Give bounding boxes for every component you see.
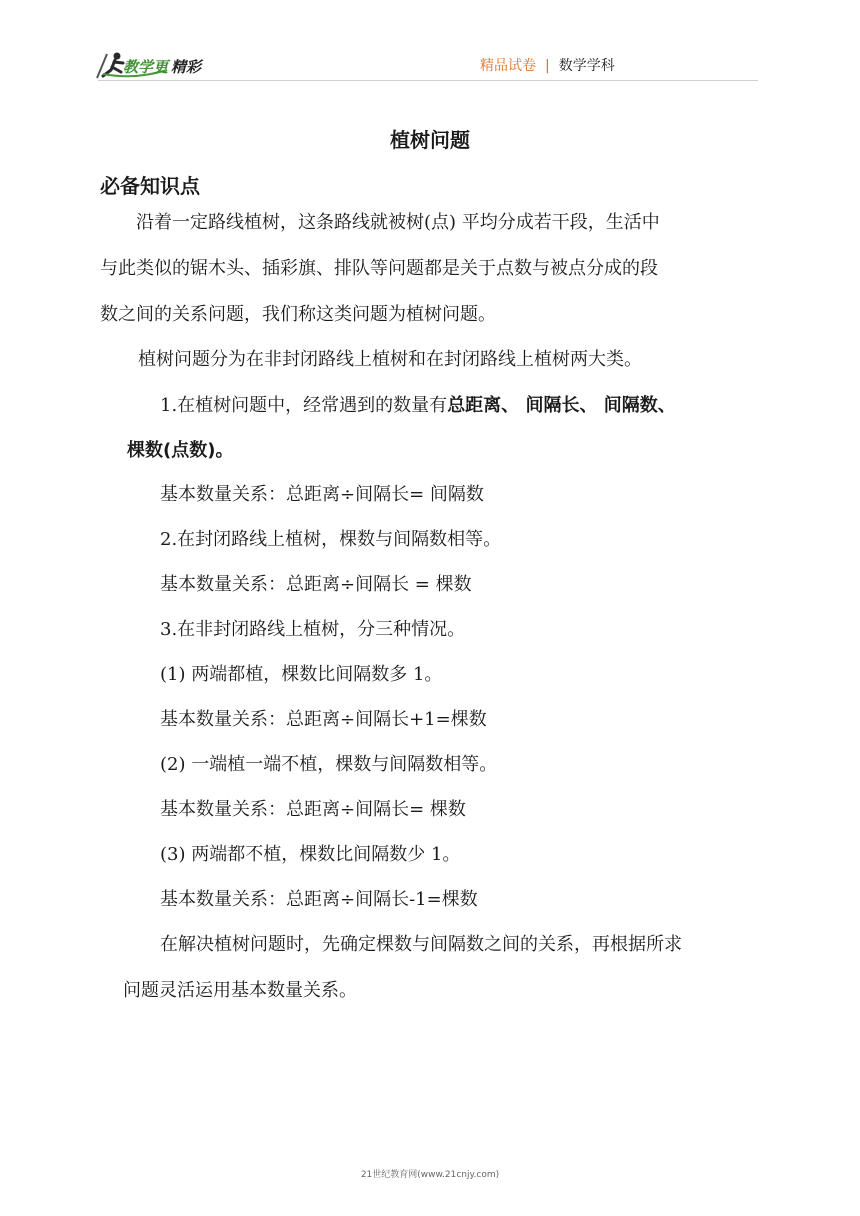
page-header — [0, 0, 860, 100]
paragraph-line: 问题灵活运用基本数量关系。 — [123, 980, 357, 1001]
header-tags — [480, 55, 615, 75]
case-line: (1) 两端都植，棵数比间隔数多 1。 — [160, 664, 443, 685]
paragraph-line: 与此类似的锯木头、插彩旗、排队等问题都是关于点数与被点分成的段 — [100, 258, 658, 279]
list-item-2: 2.在封闭路线上植树，棵数与间隔数相等。 — [160, 529, 502, 550]
list-item-1-continuation: 棵数(点数)。 — [127, 440, 234, 461]
page-title: 植树问题 — [390, 128, 470, 152]
list-item-1-prefix: 1.在植树问题中，经常遇到的数量有 — [160, 395, 448, 416]
header-tag-quality: 精品试卷 — [480, 58, 536, 74]
relation-line: 基本数量关系：总距离÷间隔长+1=棵数 — [160, 709, 487, 730]
svg-text:教学更: 教学更 — [123, 58, 169, 76]
relation-line: 基本数量关系：总距离÷间隔长= 棵数 — [160, 799, 466, 820]
paragraph-line: 在解决植树问题时，先确定棵数与间隔数之间的关系，再根据所求 — [160, 934, 682, 955]
section-heading: 必备知识点 — [100, 174, 200, 198]
page-footer: 21世纪教育网(www.21cnjy.com) — [360, 1170, 500, 1180]
relation-line: 基本数量关系：总距离÷间隔长= 间隔数 — [160, 484, 484, 505]
list-item-1-quantities: 总距离、 间隔长、 间隔数、 — [447, 395, 676, 416]
svg-text:精彩: 精彩 — [171, 58, 202, 76]
header-tag-subject: 数学学科 — [558, 58, 615, 74]
logo — [95, 48, 225, 84]
header-separator: | — [545, 58, 550, 74]
paragraph-line: 沿着一定路线植树，这条路线就被树(点) 平均分成若干段，生活中 — [136, 212, 660, 233]
paragraph-line: 植树问题分为在非封闭路线上植树和在封闭路线上植树两大类。 — [138, 349, 642, 370]
case-line: (2) 一端植一端不植，棵数与间隔数相等。 — [160, 754, 498, 775]
case-line: (3) 两端都不植，棵数比间隔数少 1。 — [160, 844, 461, 865]
header-rule — [98, 80, 758, 81]
list-item-1 — [160, 394, 676, 418]
relation-line: 基本数量关系：总距离÷间隔长-1=棵数 — [160, 889, 478, 910]
list-item-3: 3.在非封闭路线上植树，分三种情况。 — [160, 619, 466, 640]
relation-line: 基本数量关系：总距离÷间隔长 = 棵数 — [160, 574, 472, 595]
paragraph-line: 数之间的关系问题，我们称这类问题为植树问题。 — [100, 304, 496, 325]
